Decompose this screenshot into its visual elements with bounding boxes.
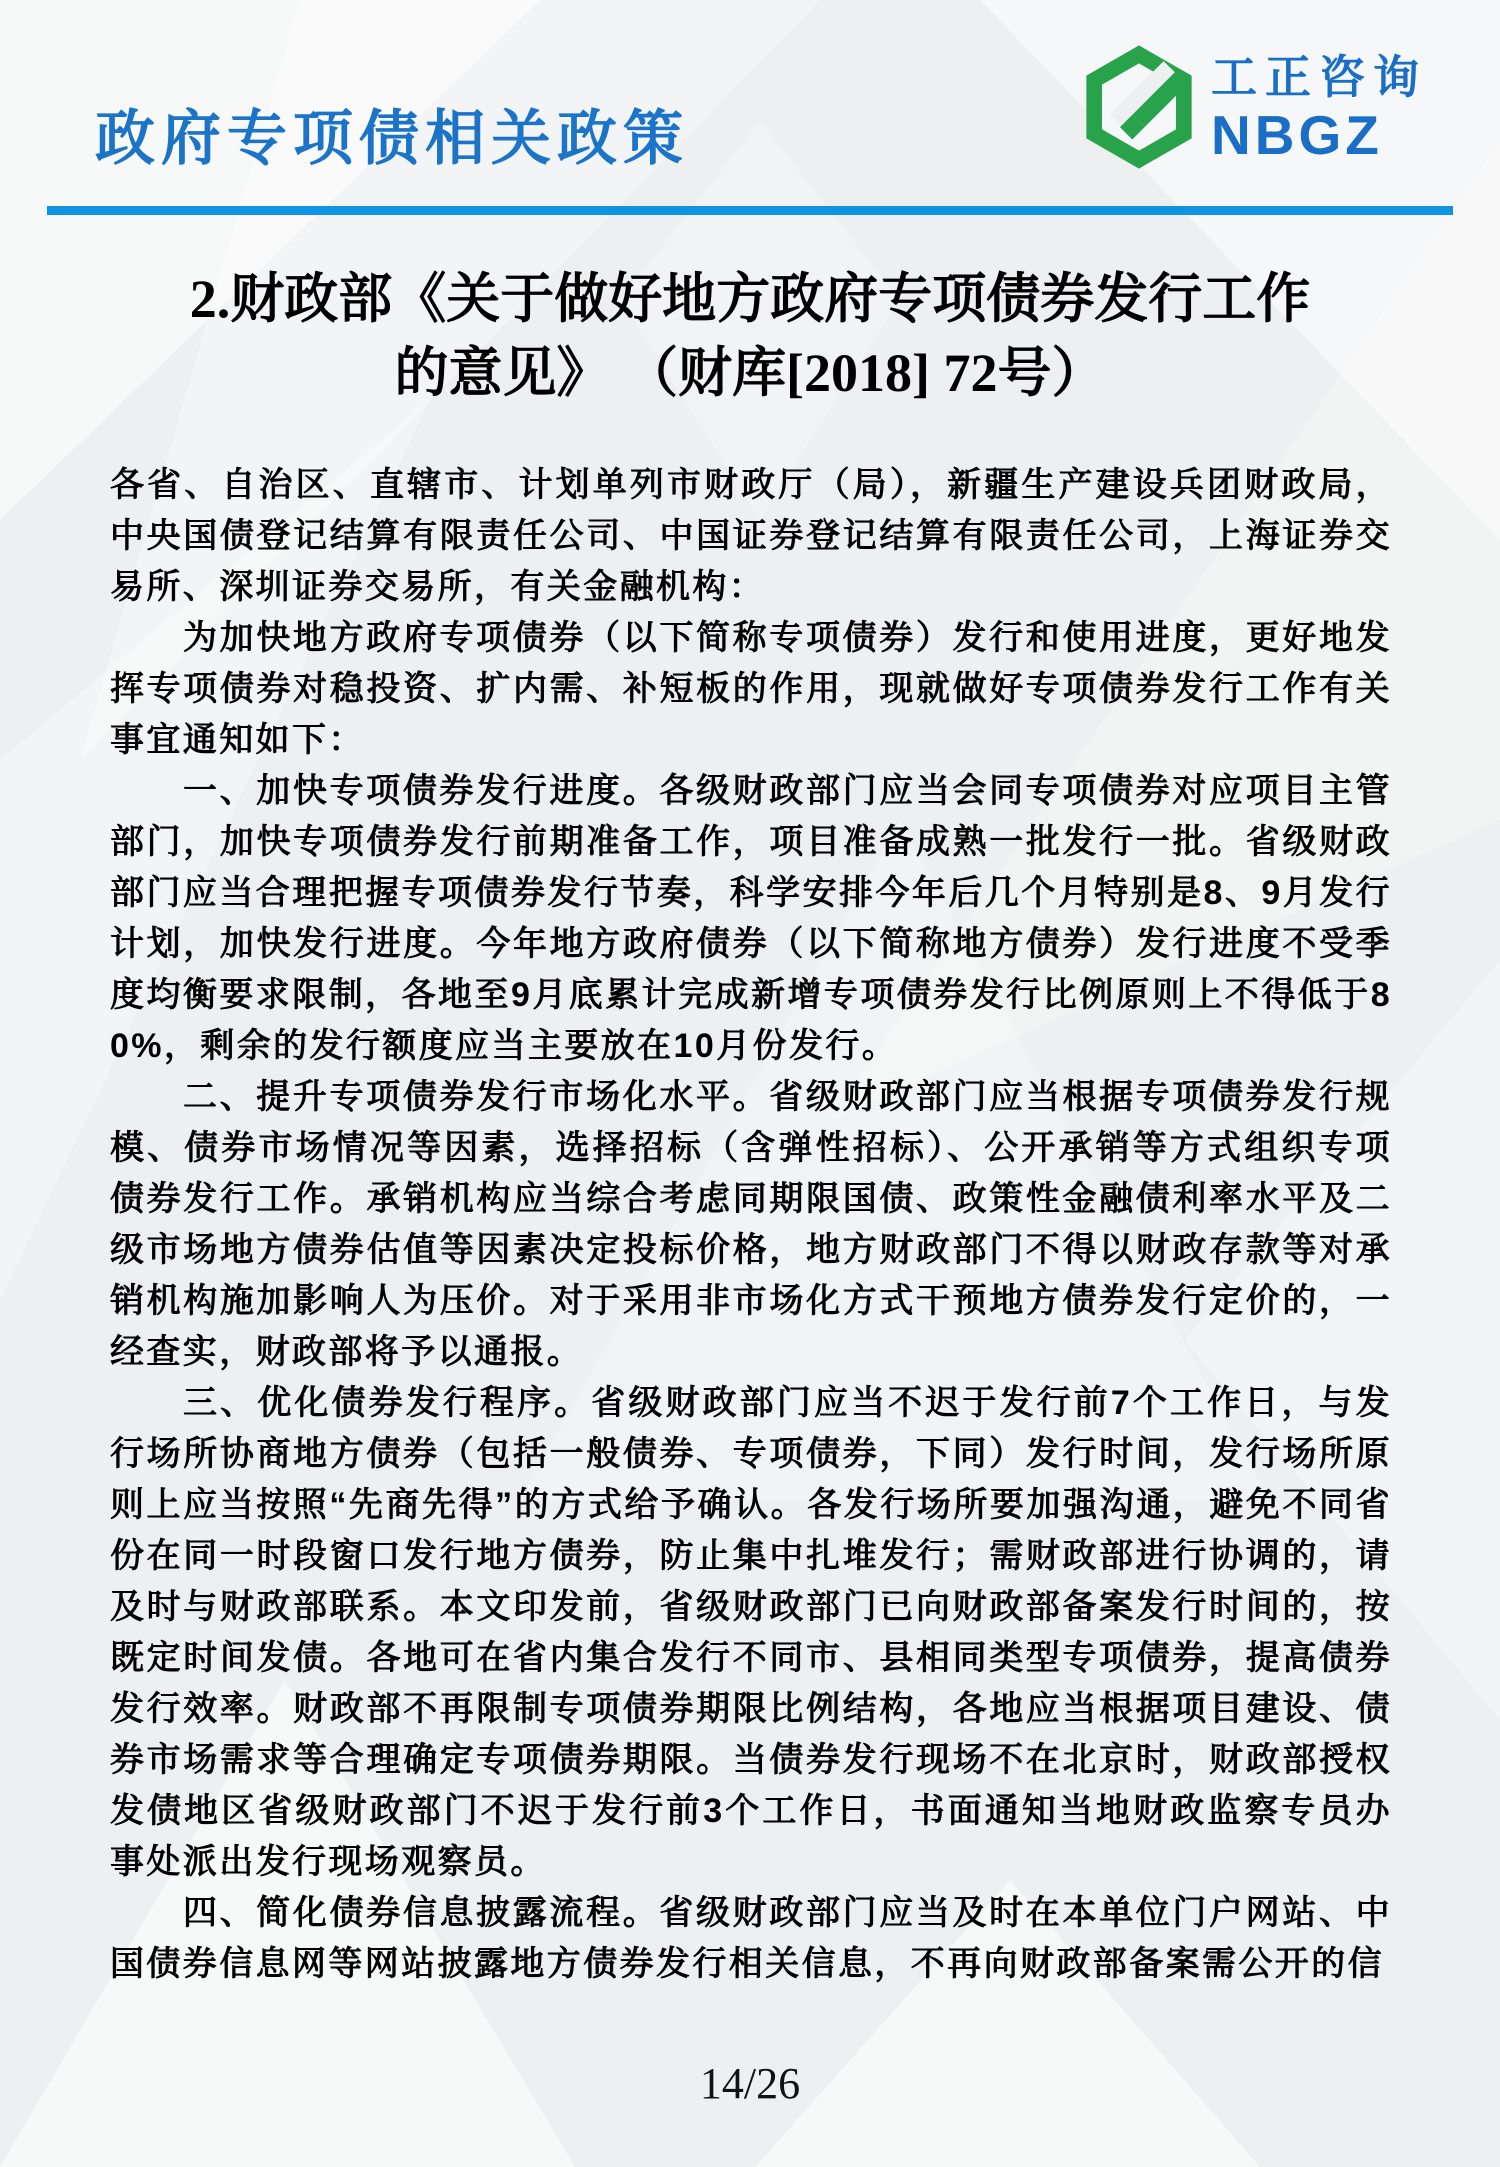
logo-brand-en: NBGZ [1211, 104, 1383, 166]
logo-text [1211, 49, 1427, 165]
header-divider [47, 206, 1453, 215]
paragraph-section-3: 三、优化债券发行程序。省级财政部门应当不迟于发行前7个工作日，与发行场所协商地方债券（包括一般债券、专项债券，下同）发行时间，发行场所原则上应当按照“先商先得”的方式给予确认。各发行场所要加强沟通，避免不同省份在同一时段窗口发行地方债券，防止集中扎堆发行；需财政部进行协调的，请及时与财政部联系。本文印发前，省级财政部门已向财政部备案发行时间的，按既定时间发债。各地可在省内集合发行不同市、县相同类型专项债券，提高债券发行效率。财政部不再限制专项债券期限比例结构，各地应当根据项目建设、债券市场需求等合理确定专项债券期限。当债券发行现场不在北京时，财政部授权发债地区省级财政部门不迟于发行前3个工作日，书面通知当地财政监察专员办事处派出发行现场观察员。 [110, 1384, 1392, 1881]
section-4-heading: 四、简化债券信息披露流程。 [183, 1894, 660, 1932]
paragraph-intro: 为加快地方政府专项债券（以下简称专项债券）发行和使用进度，更好地发挥专项债券对稳投资、扩内需、补短板的作用，现就做好专项债券发行工作有关事宜通知如下： [110, 619, 1392, 759]
paragraph-section-1: 一、加快专项债券发行进度。各级财政部门应当会同专项债券对应项目主管部门，加快专项债券发行前期准备工作，项目准备成熟一批发行一批。省级财政部门应当合理把握专项债券发行节奏，科学安排今年后几个月特别是8、9月发行计划，加快发行进度。今年地方政府债券（以下简称地方债券）发行进度不受季度均衡要求限制，各地至9月底累计完成新增专项债券发行比例原则上不得低于80%，剩余的发行额度应当主要放在10月份发行。 [110, 772, 1393, 1065]
paragraph-recipients: 各省、自治区、直辖市、计划单列市财政厅（局），新疆生产建设兵团财政局，中央国债登记结算有限责任公司、中国证券登记结算有限责任公司，上海证券交易所、深圳证券交易所，有关金融机构： [110, 466, 1392, 606]
company-logo [1083, 44, 1427, 170]
page-header-title: 政府专项债相关政策 [95, 106, 689, 172]
paragraph-section-2: 二、提升专项债券发行市场化水平。省级财政部门应当根据专项债券发行规模、债券市场情况等因素，选择招标（含弹性招标）、公开承销等方式组织专项债券发行工作。承销机构应当综合考虑同期限国债、政策性金融债利率水平及二级市场地方债券估值等因素决定投标价格，地方财政部门不得以财政存款等对承销机构施加影响人为压价。对于采用非市场化方式干预地方债券发行定价的，一经查实，财政部将予以通报。 [110, 1078, 1392, 1371]
paragraph-section-4: 四、简化债券信息披露流程。省级财政部门应当及时在本单位门户网站、中国债券信息网等网站披露地方债券发行相关信息，不再向财政部备案需公开的信 [110, 1894, 1393, 1983]
section-2-heading: 二、提升专项债券发行市场化水平。 [183, 1078, 770, 1116]
document-title-line2: 的意见》 （财库[2018] 72号） [394, 343, 1106, 403]
section-1-heading: 一、加快专项债券发行进度。 [183, 772, 660, 810]
section-3-heading: 三、优化债券发行程序。 [183, 1384, 592, 1422]
document-title [60, 262, 1440, 410]
document-body [110, 460, 1392, 1990]
logo-brand-cn: 工正咨询 [1211, 51, 1427, 103]
hexagon-g-logo-icon [1083, 44, 1195, 170]
page-number: 14/26 [699, 2059, 801, 2108]
document-title-line1: 2.财政部《关于做好地方政府专项债券发行工作 [189, 269, 1311, 329]
